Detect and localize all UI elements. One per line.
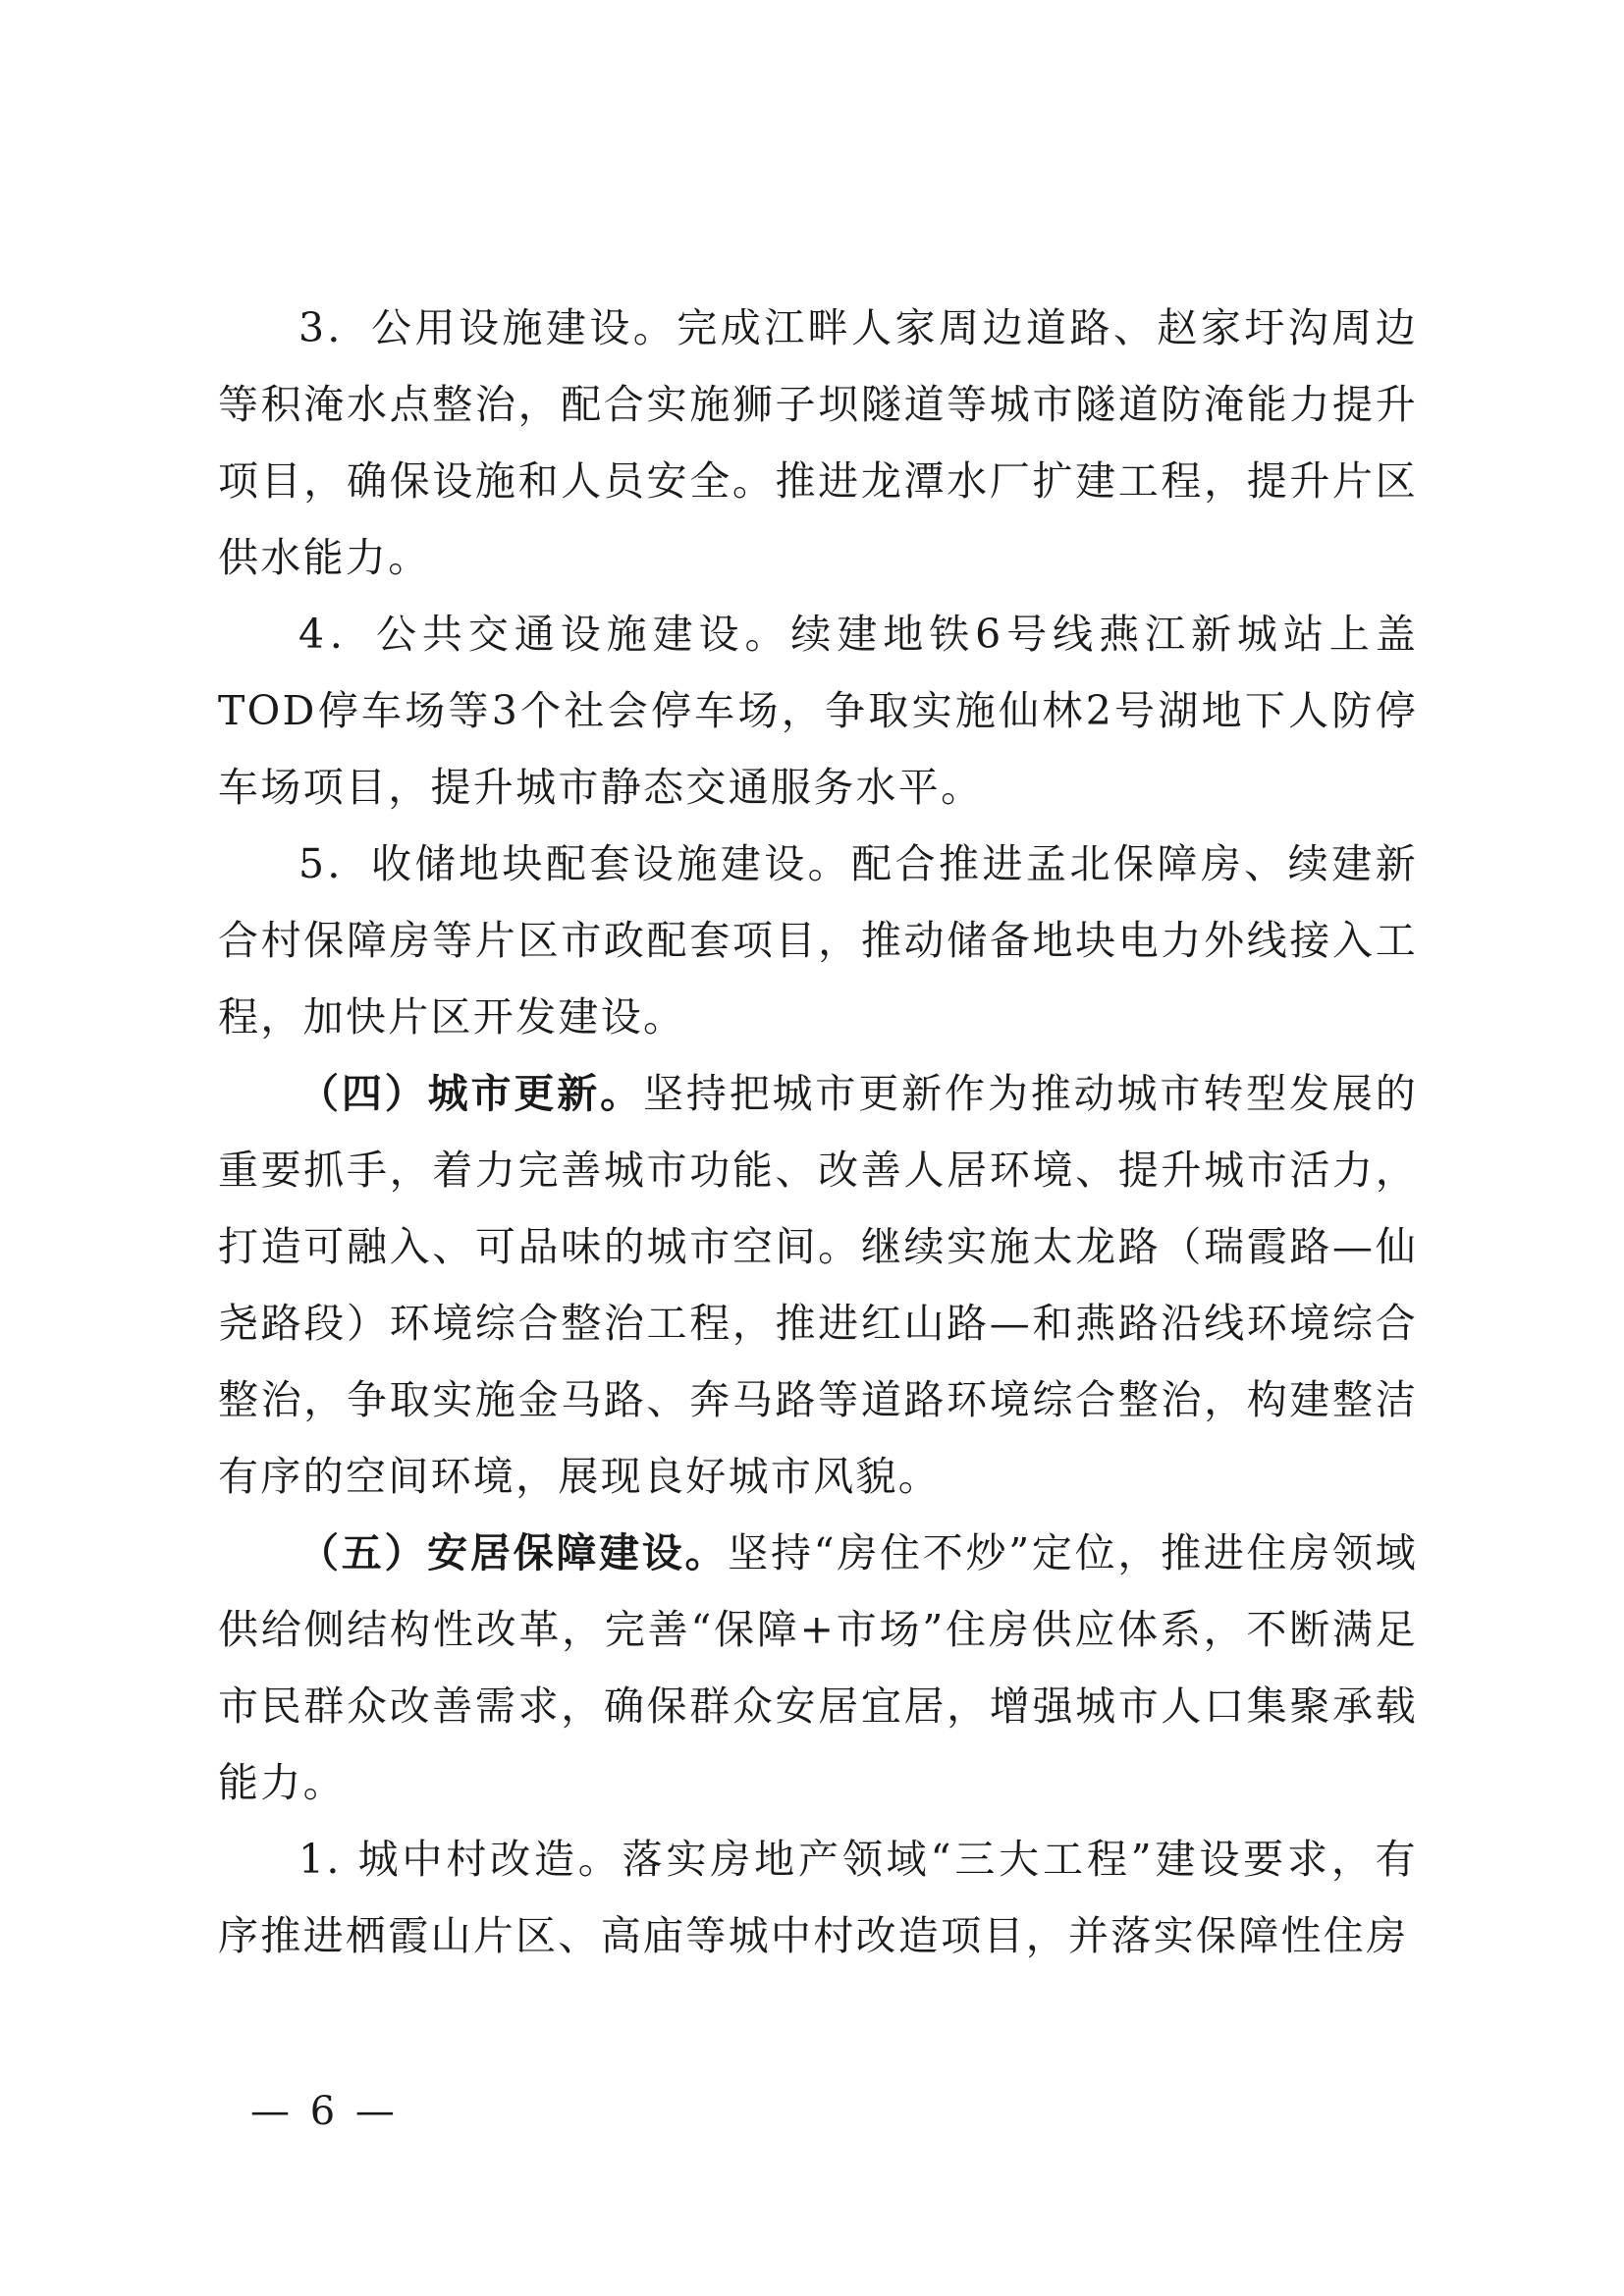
page-number: — 6 —	[250, 2089, 399, 2134]
paragraph-land-reserve	[218, 826, 1418, 1055]
paragraph-text: 坚持“房住不炒”定位，推进住房领域供给侧结构性改革，完善“保障+市场”住房供应体系，不断满足市民群众改善需求，确保群众安居宜居，增强城市人口集聚承载能力。	[218, 1529, 1418, 1806]
paragraph-text: 坚持把城市更新作为推动城市转型发展的重要抓手，着力完善城市功能、改善人居环境、提升城市活力，打造可融入、可品味的城市空间。继续实施太龙路（瑞霞路—仙尧路段）环境综合整治工程，推进红山路—和燕路沿线环境综合整治，争取实施金马路、奔马路等道路环境综合整治，构建整洁有序的空间环境，展现良好城市风貌。	[218, 1070, 1418, 1500]
paragraph-text: 3．公用设施建设。完成江畔人家周边道路、赵家圩沟周边等积淹水点整治，配合实施狮子坝隧道等城市隧道防淹能力提升项目，确保设施和人员安全。推进龙潭水厂扩建工程，提升片区供水能力。	[218, 304, 1418, 581]
section-heading: （五）安居保障建设。	[298, 1529, 729, 1576]
paragraph-public-transport	[218, 596, 1418, 826]
paragraph-housing-security	[218, 1515, 1418, 1821]
paragraph-public-facilities	[218, 290, 1418, 596]
paragraph-text: 5．收储地块配套设施建设。配合推进孟北保障房、续建新合村保障房等片区市政配套项目，推动储备地块电力外线接入工程，加快片区开发建设。	[218, 840, 1418, 1041]
document-body	[218, 290, 1418, 1974]
paragraph-urban-renewal	[218, 1055, 1418, 1515]
paragraph-text: 1. 城中村改造。落实房地产领域“三大工程”建设要求，有序推进栖霞山片区、高庙等城中村改造项目，并落实保障性住房	[218, 1836, 1418, 1959]
paragraph-text: 4．公共交通设施建设。续建地铁6号线燕江新城站上盖TOD停车场等3个社会停车场，争取实施仙林2号湖地下人防停车场项目，提升城市静态交通服务水平。	[218, 611, 1418, 811]
paragraph-urban-village	[218, 1821, 1418, 1974]
section-heading: （四）城市更新。	[298, 1070, 643, 1117]
